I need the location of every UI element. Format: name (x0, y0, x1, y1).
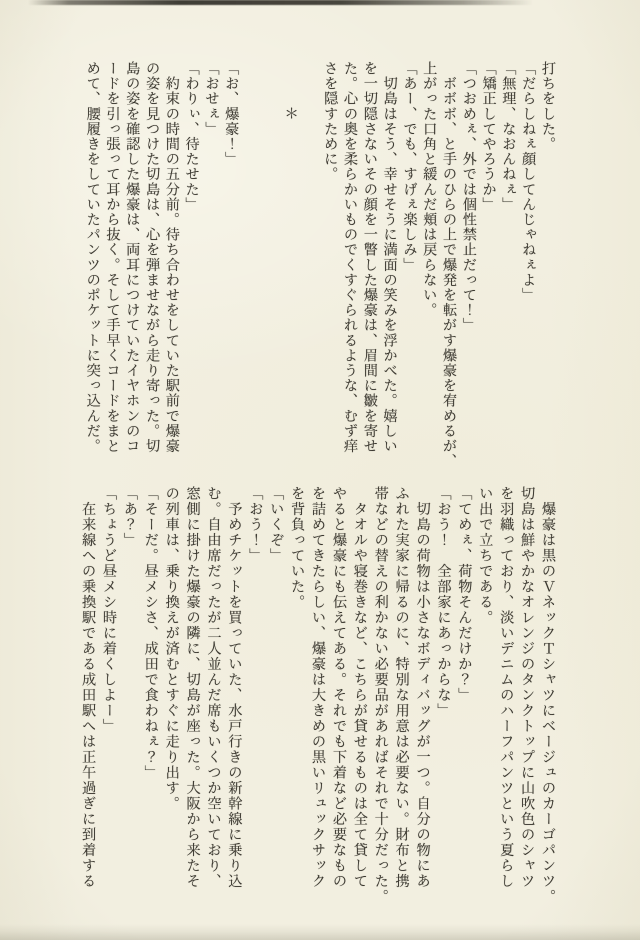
text-column: 「あー、でも、すげぇ楽しみ」 (401, 61, 418, 273)
text-column: 「おう！」 (247, 486, 264, 564)
scan-shadow-bottom (0, 924, 640, 940)
text-column: む。自由席だったが二人並んだ席もいくつか空いており、 (205, 486, 222, 889)
text-column: めて、腰履きをしていたパンツのポケットに突っ込んだ。 (84, 61, 101, 454)
section-divider: ＊ (282, 61, 299, 122)
text-column: の列車は、乗り換えが済むとすぐに走り出す。 (163, 486, 180, 812)
blank-column (240, 61, 260, 473)
text-column: 帯などの替えの利かない必要品があればそれで十分だった。 (372, 486, 389, 905)
text-column: の姿を見つけた切島は、心を弾ませながら走り寄った。切 (144, 61, 161, 454)
scan-edge-shadow-top (28, 0, 533, 5)
text-column: 島の姿を確認した爆豪は、両耳につけていたイヤホンのコ (124, 61, 141, 454)
text-column: 「わりぃ、待たせた」 (183, 61, 200, 212)
text-column: 「つおめぇ、外では個性禁止だって！」 (460, 61, 477, 333)
text-column: ボボボ、と手のひらの上で爆発を転がす爆豪を宥めるが、 (441, 61, 458, 469)
text-column: を詰めてきたらしい、爆豪は大きめの黒いリュックサック (310, 486, 327, 889)
text-column: 「おう！ 全部家にあっからな」 (435, 486, 452, 719)
text-column: タオルや寝巻きなど、こちらが貸せるものは全て貸して (351, 486, 368, 889)
text-column: さを隠すために。 (322, 61, 339, 182)
text-column: た。心の奥を柔らかいものでくすぐられるような、むず痒 (342, 61, 359, 454)
text-column: 切島の荷物は小さなボディバッグが一つ。自分の物にあ (414, 486, 431, 889)
text-column: ードを引っ張って耳から抜く。そして手早くコードをまと (104, 61, 121, 454)
text-column: 爆豪は黒のＶネックＴシャツにベージュのカーゴパンツ。 (540, 486, 556, 905)
blank-column (260, 61, 280, 473)
text-column: 「矯正してやろうか」 (480, 61, 497, 212)
text-column: 上がった口角と緩んだ頬は戻らない。 (421, 61, 438, 318)
text-column: 切島はそう、幸せそうに満面の笑みを浮かべた。嬉しい (381, 61, 398, 454)
text-column: 「ちょうど昼メシ時に着くしよー」 (100, 486, 117, 734)
text-block-lower (77, 486, 558, 908)
text-block-upper (81, 61, 557, 473)
text-column: を羽織っており、淡いデニムのハーフパンツという夏らし (498, 486, 515, 889)
text-column: 「お、爆豪！」 (223, 61, 240, 167)
text-column: を背負っていた。 (289, 486, 306, 610)
blank-column (300, 61, 320, 473)
text-column: 「だらしねぇ顔してんじゃねぇよ」 (520, 61, 537, 303)
text-column: 「あ？」 (121, 486, 138, 548)
text-column: 予めチケットを買っていた、水戸行きの新幹線に乗り込 (226, 486, 243, 889)
text-column: 「おせぇ」 (203, 61, 220, 137)
text-column: 「てめぇ、荷物そんだけか？」 (456, 486, 473, 703)
text-column: 「そーだ。昼メシさ、成田で食わねぇ？」 (142, 486, 159, 781)
text-column: を一切隠さないその顔を一瞥した爆豪は、眉間に皺を寄せ (361, 61, 378, 454)
text-column: 切島は鮮やかなオレンジのタンクトップに山吹色のシャツ (519, 486, 536, 889)
text-column: ふれた実家に帰るのに、特別な用意は必要ない。財布と携 (393, 486, 410, 889)
text-column: い出で立ちである。 (477, 486, 494, 626)
text-column: 「いくぞ」 (268, 486, 285, 564)
text-column: 窓側に掛けた爆豪の隣に、切島が座った。大阪から来たそ (184, 486, 201, 889)
text-column: やると爆豪にも伝えてある。それでも下着など必要なもの (330, 486, 347, 889)
text-column: 在来線への乗換駅である成田駅へは正午過ぎに到着する (80, 486, 97, 889)
text-column: 「無理、なおんねぇ」 (500, 61, 517, 212)
text-column: 約束の時間の五分前。待ち合わせをしていた駅前で爆豪 (163, 61, 180, 454)
text-column: 打ちをした。 (540, 61, 556, 152)
